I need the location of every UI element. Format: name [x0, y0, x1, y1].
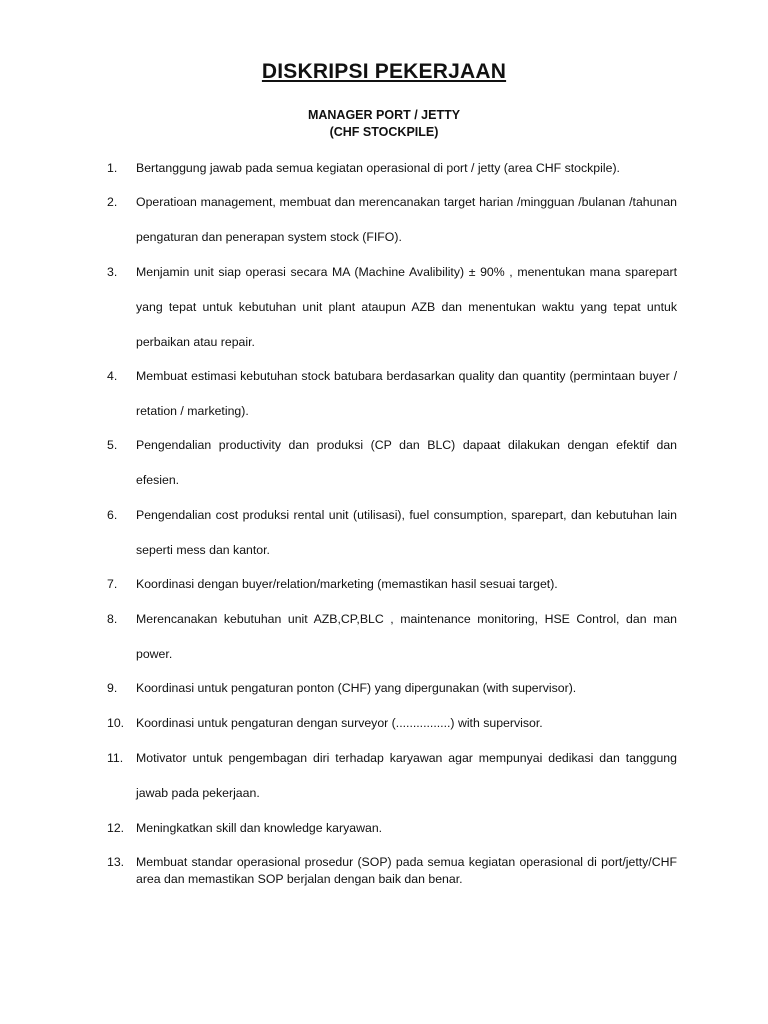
document-subtitle-area: (CHF STOCKPILE) — [329, 125, 439, 139]
list-item-text: Motivator untuk pengembagan diri terhadap karyawan agar mempunyai dedikasi dan tanggung jawab pada pekerjaan. — [136, 751, 677, 800]
list-item-text: Bertanggung jawab pada semua kegiatan operasional di port / jetty (area CHF stockpile). — [136, 161, 620, 175]
list-item-number: 7. — [107, 577, 118, 591]
list-item-text: Operatioan management, membuat dan merencanakan target harian /mingguan /bulanan /tahunan pengaturan dan penerapan system stock (FIFO). — [136, 195, 677, 244]
list-item-text: Menjamin unit siap operasi secara MA (Machine Avalibility) ± 90% , menentukan mana sparepart yang tepat untuk kebutuhan unit plant ataupun AZB dan menentukan waktu yang tepat untuk perbaikan atau repair. — [136, 265, 677, 349]
list-item-number: 9. — [107, 681, 118, 695]
list-item-number: 6. — [107, 508, 118, 522]
list-item-number: 5. — [107, 438, 118, 452]
list-item-text: Membuat standar operasional prosedur (SOP) pada semua kegiatan operasional di port/jetty/CHF area dan memastikan SOP berjalan dengan baik dan benar. — [136, 855, 677, 886]
list-item-text: Meningkatkan skill dan knowledge karyawan. — [136, 821, 383, 835]
list-item-text: Pengendalian productivity dan produksi (CP dan BLC) dapaat dilakukan dengan efektif dan efesien. — [136, 438, 677, 487]
list-item-number: 8. — [107, 612, 118, 626]
list-item-number: 13. — [107, 855, 125, 869]
list-item-text: Koordinasi dengan buyer/relation/marketing (memastikan hasil sesuai target). — [136, 577, 558, 591]
list-item-number: 2. — [107, 195, 118, 209]
document-title: DISKRIPSI PEKERJAAN — [261, 60, 507, 83]
list-item-number: 10. — [107, 716, 125, 730]
list-item-number: 4. — [107, 369, 118, 383]
list-item-number: 12. — [107, 821, 125, 835]
list-item-text: Pengendalian cost produksi rental unit (utilisasi), fuel consumption, sparepart, dan kebutuhan lain seperti mess dan kantor. — [136, 508, 677, 557]
list-item-text: Koordinasi untuk pengaturan dengan surveyor (................) with supervisor. — [136, 716, 543, 730]
list-item-text: Membuat estimasi kebutuhan stock batubara berdasarkan quality dan quantity (permintaan buyer / retation / marketing). — [136, 369, 677, 418]
list-item-number: 11. — [107, 751, 124, 765]
document-subtitle-position: MANAGER PORT / JETTY — [307, 108, 461, 122]
list-item-text: Merencanakan kebutuhan unit AZB,CP,BLC , maintenance monitoring, HSE Control, dan man power. — [136, 612, 677, 661]
list-item-number: 1. — [107, 161, 118, 175]
list-item-number: 3. — [107, 265, 118, 279]
list-item-text: Koordinasi untuk pengaturan ponton (CHF) yang dipergunakan (with supervisor). — [136, 681, 577, 695]
